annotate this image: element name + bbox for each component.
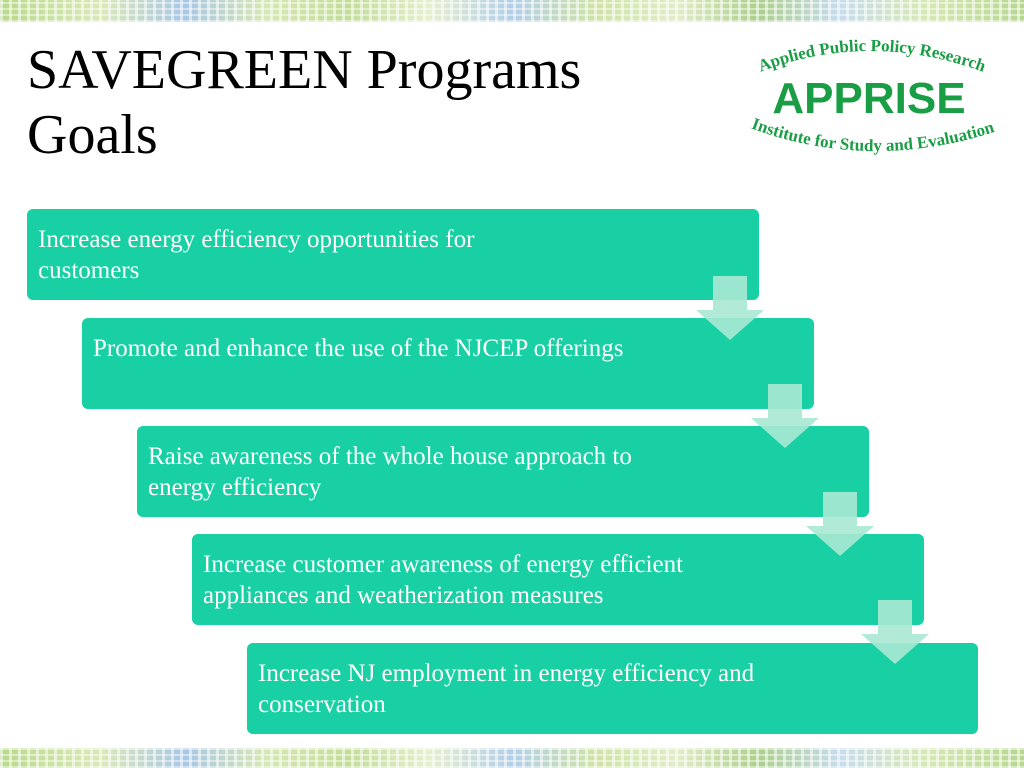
goal-box-1 [27,209,759,300]
slide-title [27,38,581,168]
down-arrow-icon [696,276,764,340]
goal-text-4: Increase customer awareness of energy efficient appliances and weatherization measures [203,551,684,609]
slide-title-line-2: Goals [27,104,158,166]
goal-text-3: Raise awareness of the whole house approach to energy efficiency [148,443,632,501]
goal-text-5: Increase NJ employment in energy efficiency and conservation [258,660,755,718]
down-arrow-icon [806,492,874,556]
decorative-bottom-border [0,748,1024,768]
down-arrow-icon [861,600,929,664]
logo-wordmark: APPRISE [772,74,966,123]
goal-text-2: Promote and enhance the use of the NJCEP offerings [93,335,624,362]
down-arrow-icon [751,384,819,448]
goal-text-1: Increase energy efficiency opportunities for customers [38,226,475,284]
logo-bottom-arc-text: Institute for Study and Evaluation [749,114,997,156]
apprise-logo [728,28,1010,178]
logo-top-arc-text: Applied Public Policy Research [755,35,989,76]
decorative-top-border [0,0,1024,22]
slide-title-line-1: SAVEGREEN Programs [27,39,582,101]
